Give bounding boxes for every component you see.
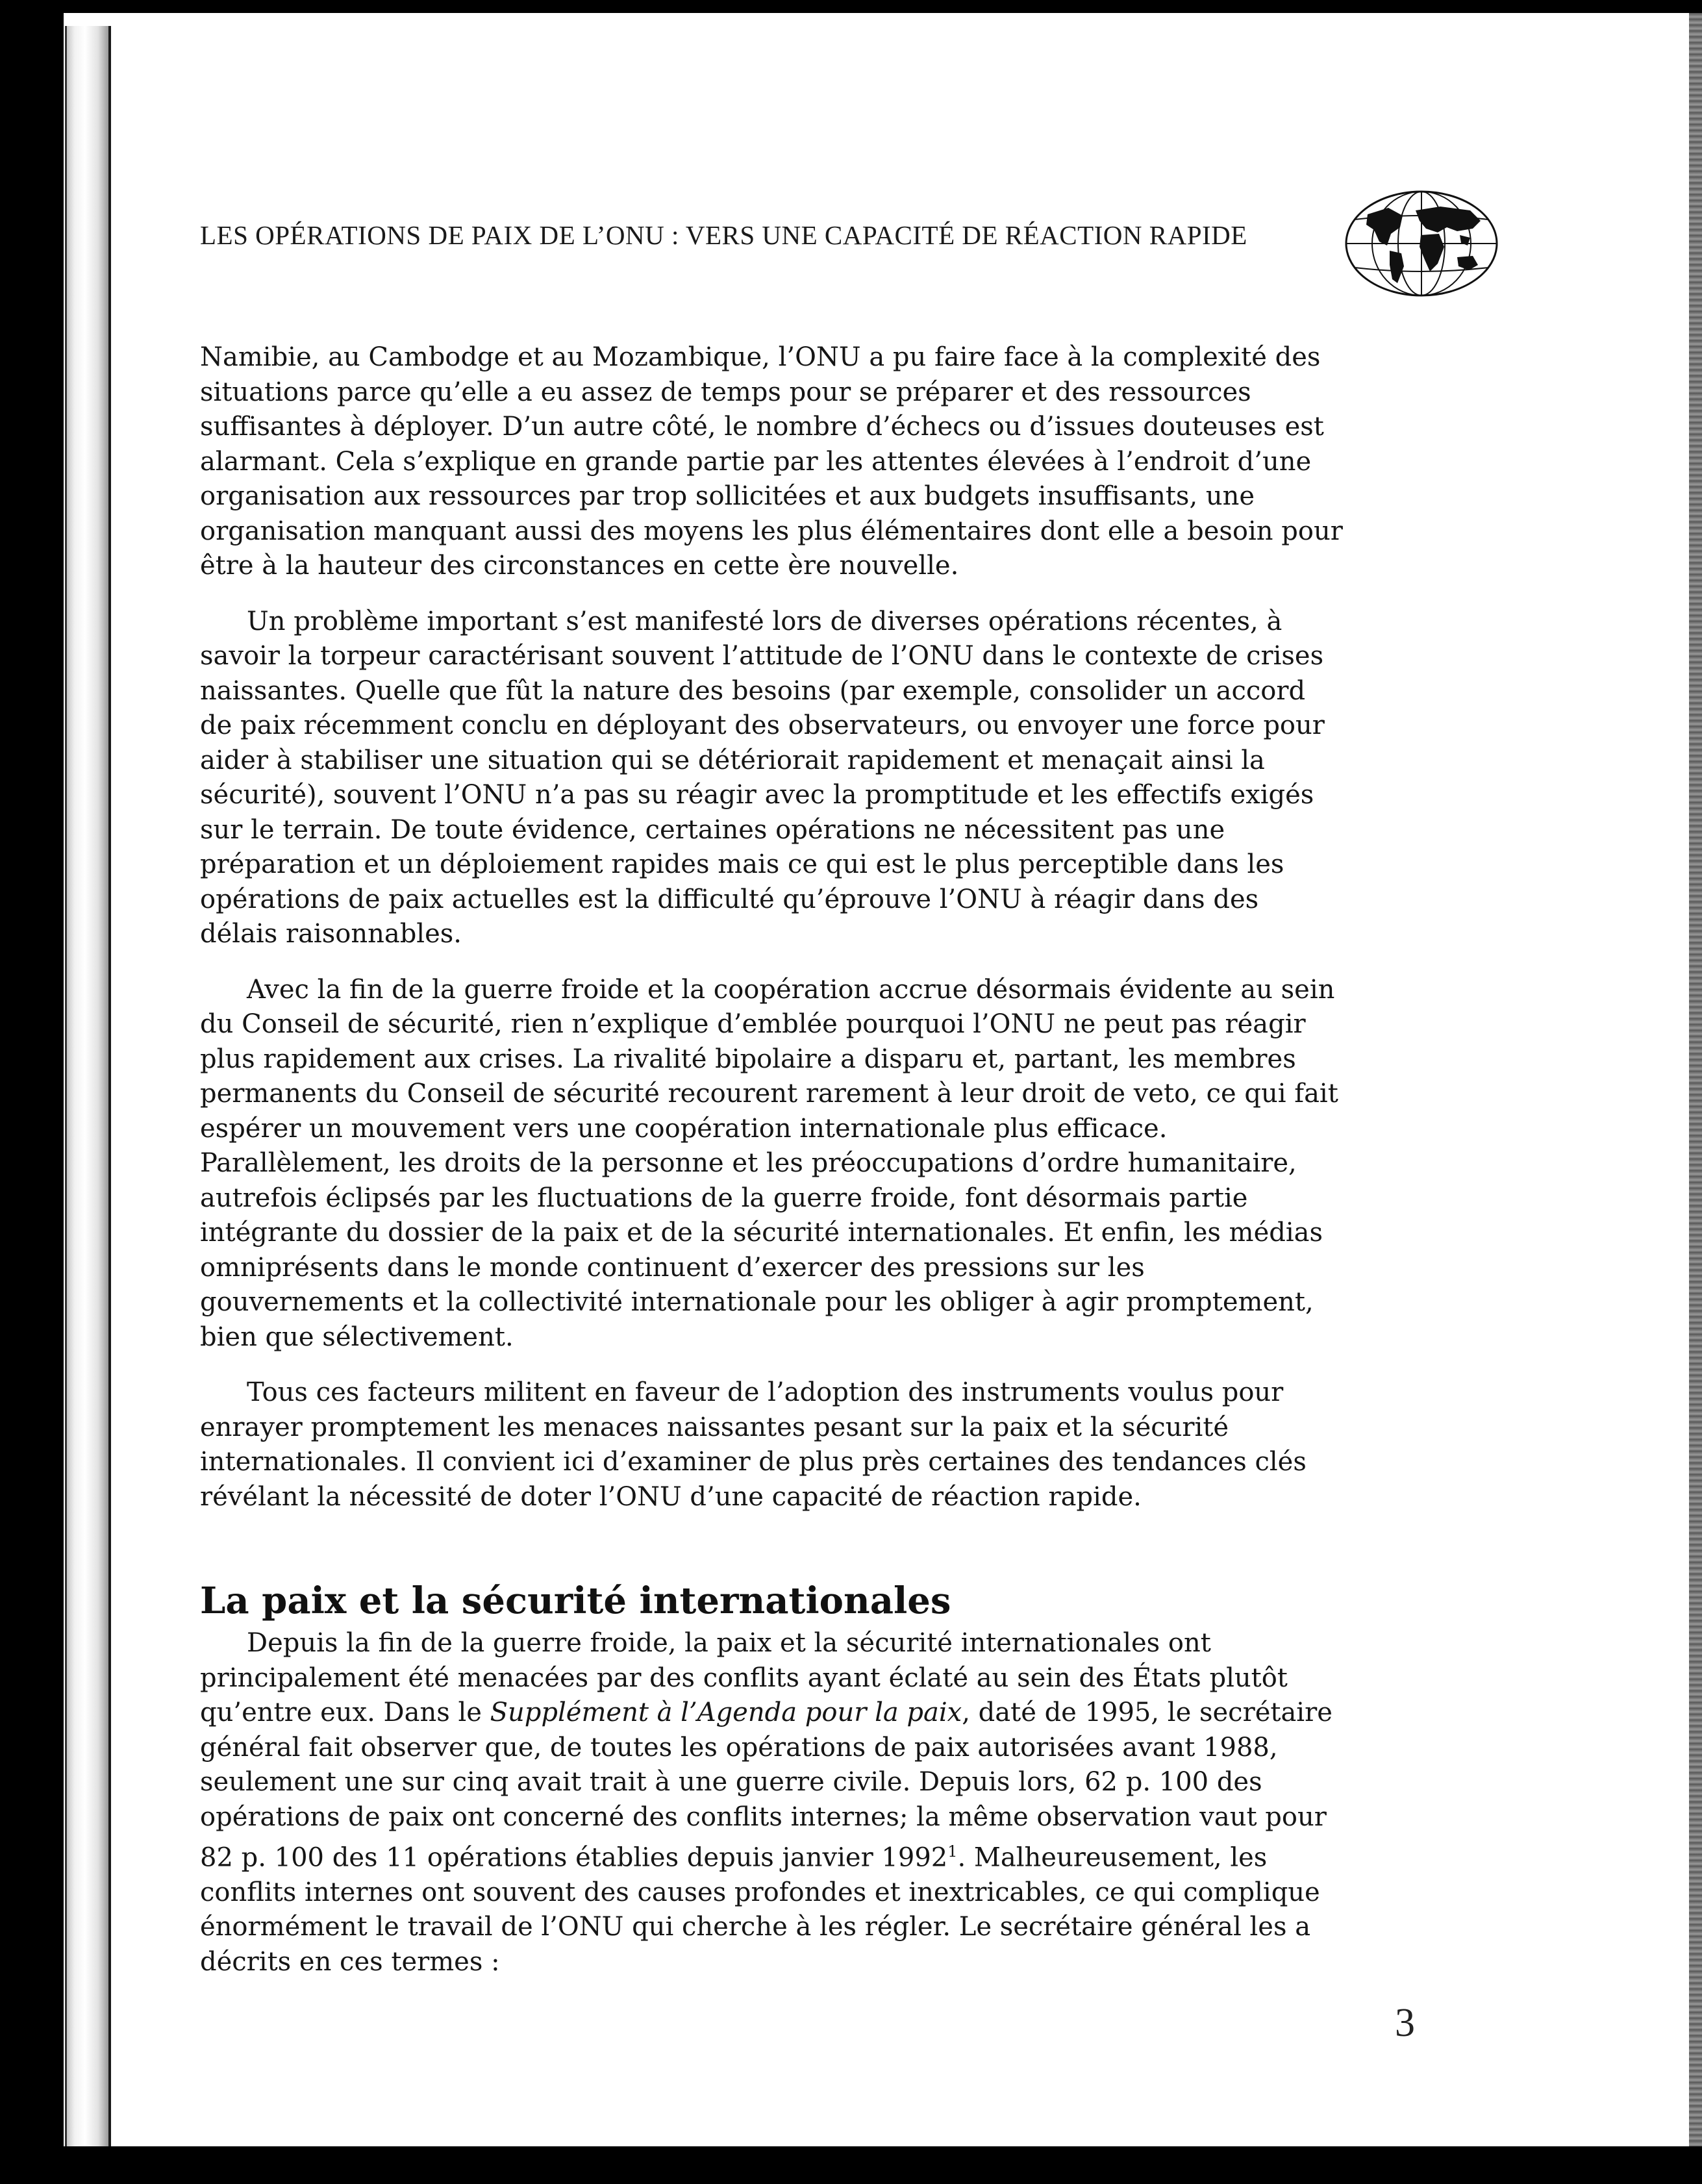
body-text	[200, 340, 1343, 2000]
scan-right-edge	[1689, 13, 1702, 2146]
globe-icon	[1343, 188, 1500, 299]
paragraph: Un problème important s’est manifesté lors de diverses opérations récentes, à savoir la torpeur caractérisant souvent l’attitude de l’ONU dans le contexte de crises naissantes. Quelle que fût la nature des besoins (par exemple, consolider un accord de paix récemment conclu en déployant des observateurs, ou envoyer une force pour aider à stabiliser une situation qui se détériorait rapidement et menaçait ainsi la sécurité), souvent l’ONU n’a pas su réagir avec la promptitude et les effectifs exigés sur le terrain. De toute évidence, certaines opérations ne nécessitent pas une préparation et un déploiement rapides mais ce qui est le plus perceptible dans les opérations de paix actuelles est la difficulté qu’éprouve l’ONU à réagir dans des délais raisonnables.	[200, 606, 1325, 949]
paragraph: Namibie, au Cambodge et au Mozambique, l’ONU a pu faire face à la complexité des situations parce qu’elle a eu assez de temps pour se préparer et des ressources suffisantes à déployer. D’un autre côté, le nombre d’échecs ou d’issues douteuses est alarmant. Cela s’explique en grande partie par les attentes élevées à l’endroit d’une organisation aux ressources par trop sollicitées et aux budgets insuffisants, une organisation manquant aussi des moyens les plus élémentaires dont elle a besoin pour être à la hauteur des circonstances en cette ère nouvelle.	[200, 342, 1343, 581]
page-number: 3	[1395, 2001, 1415, 2045]
paragraph	[200, 1626, 1343, 1979]
scan-bottom-border	[0, 2146, 1702, 2184]
scan-top-border	[0, 0, 1702, 13]
document-title-citation: Supplément à l’Agenda pour la paix	[490, 1698, 962, 1727]
scan-left-border	[0, 0, 64, 2184]
section-heading: La paix et la sécurité internationales	[200, 1579, 951, 1622]
running-header: LES OPÉRATIONS DE PAIX DE L’ONU : VERS UNE CAPACITÉ DE RÉACTION RAPIDE	[200, 220, 1247, 250]
paragraph-text: . Malheureusement, les conflits internes ont souvent des causes profondes et inextricables, ce qui complique énormément le travail de l’ONU qui cherche à les régler. Le secrétaire général les a décrits en ces termes :	[200, 1842, 1320, 1977]
footnote-reference[interactable]: 1	[947, 1842, 958, 1861]
binding-spine	[65, 26, 111, 2146]
paragraph: Tous ces facteurs militent en faveur de l’adoption des instruments voulus pour enrayer promptement les menaces naissantes pesant sur la paix et la sécurité internationales. Il convient ici d’examiner de plus près certaines des tendances clés révélant la nécessité de doter l’ONU d’une capacité de réaction rapide.	[200, 1377, 1307, 1512]
paragraph: Avec la fin de la guerre froide et la coopération accrue désormais évidente au sein du Conseil de sécurité, rien n’explique d’emblée pourquoi l’ONU ne peut pas réagir plus rapidement aux crises. La rivalité bipolaire a disparu et, partant, les membres permanents du Conseil de sécurité recourent rarement à leur droit de veto, ce qui fait espérer un mouvement vers une coopération internationale plus efficace. Parallèlement, les droits de la personne et les préoccupations d’ordre humanitaire, autrefois éclipsés par les fluctuations de la guerre froide, font désormais partie intégrante du dossier de la paix et de la sécurité internationales. Et enfin, les médias omniprésents dans le monde continuent d’exercer des pressions sur les gouvernements et la collectivité internationale pour les obliger à agir promptement, bien que sélectivement.	[200, 974, 1338, 1352]
paragraph-text: , daté de 1995, le secrétaire général fait observer que, de toutes les opérations de paix autorisées avant 1988, seulement une sur cinq avait trait à une guerre civile. Depuis lors, 62 p. 100 des opérations de paix ont concerné des conflits internes; la même observation vaut pour 82 p. 100 des 11 opérations établies depuis janvier 1992	[200, 1698, 1333, 1873]
paragraph-text: Depuis la fin de la guerre froide, la paix et la sécurité internationales ont principalement été menacées par des conflits ayant éclaté au sein des États plutôt qu’entre eux. Dans le	[200, 1628, 1288, 1727]
